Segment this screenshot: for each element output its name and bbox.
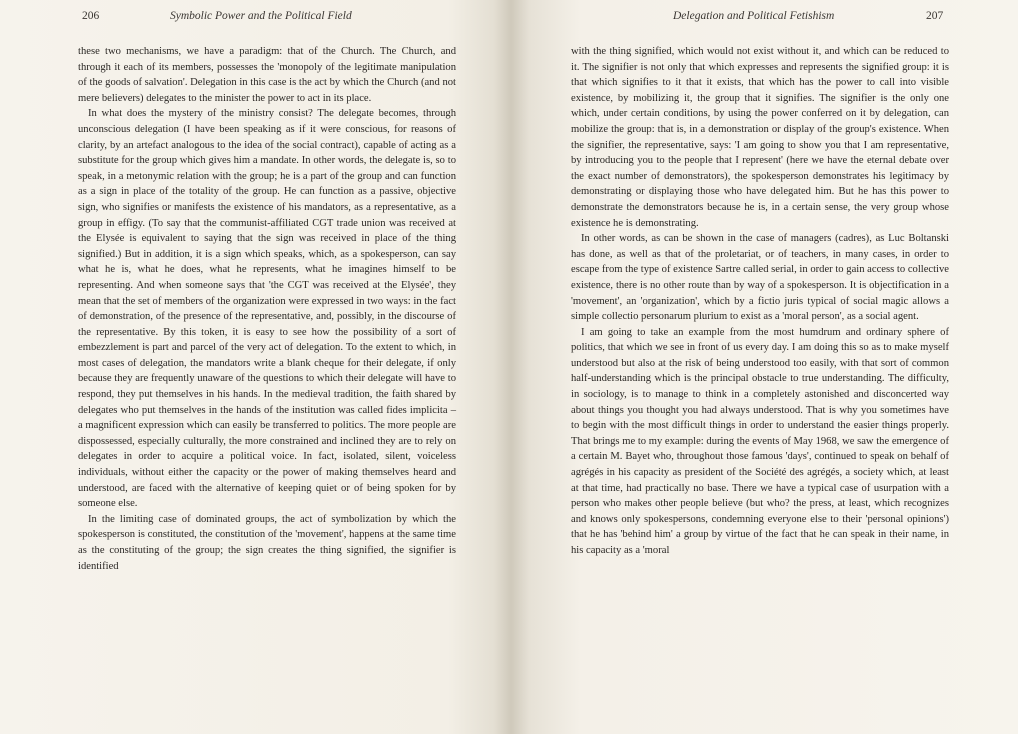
left-paragraph-3: In the limiting case of dominated groups, the act of symbolization by which the spokesperson is constituted, the constitution of the 'movement', happens at the same time as the constituting of the group; the sign creates the thing signified, the signifier is identified (78, 513, 456, 572)
right-page-number: 207 (926, 10, 944, 22)
left-page-number: 206 (82, 10, 100, 22)
right-page-body (571, 44, 949, 559)
left-running-title: Symbolic Power and the Political Field (170, 10, 352, 22)
right-running-title: Delegation and Political Fetishism (673, 10, 835, 22)
left-paragraph-1: these two mechanisms, we have a paradigm: that of the Church. The Church, and through it each of its members, possesses the 'monopoly of the legitimate manipulation of the goods of salvation'. Delegation in this case is the act by which the Church (and not mere believers) delegates to the minister the power to act in its place. (78, 46, 456, 104)
page-edge-mark (0, 22, 50, 25)
left-paragraph-2: In what does the mystery of the ministry consist? The delegate becomes, through unconscious delegation (I have been speaking as if it were conscious, for reasons of clarity, by an artefact analogous to the idea of the social contract), capable of acting as a substitute for the group which gives him a mandate. In other words, the delegate is, so to speak, in a metonymic relation with the group; he is a part of the group and can function as a sign in place of the totality of the group. He can function as a passive, objective sign, who signifies or manifests the existence of his mandators, as a representative, as a group in effigy. (To say that the communist-affiliated CGT trade union was received at the Elysée is equivalent to saying that the sign was received in place of the thing signified.) But in addition, it is a sign which speaks, which, as a spokesperson, can say what he is, what he does, what he represents, what he imagines himself to be representing. And when someone says that 'the CGT was received at the Elysée', they mean that the set of members of the organization were expressed in two ways: in the fact of demonstration, of the presence of the representative, and, possibly, in the discourse of the representative. By this token, it is easy to see how the possibility of a sort of embezzlement is part and parcel of the very act of delegation. To the extent to which, in most cases of delegation, the mandators write a blank cheque for their delegate, if only because they are frequently unaware of the questions to which their delegate will have to respond, they put themselves in his hands. In the medieval tradition, the faith shared by delegates who put themselves in the hands of the institution was called fides implicita – a magnificent expression which can easily be transferred to politics. The more people are dispossessed, especially culturally, the more constrained and inclined they are to rely on delegates in order to acquire a political voice. In fact, isolated, silent, voiceless individuals, without either the capacity or the power of making themselves heard and understood, are faced with the alternative of keeping quiet or of being spoken for by someone else. (78, 108, 456, 510)
right-page (509, 0, 1018, 734)
right-paragraph-2: In other words, as can be shown in the case of managers (cadres), as Luc Boltanski has done, as well as that of the proletariat, or of teachers, in many cases, in order to escape from the type of existence Sartre called serial, in order to gain access to collective existence, there is no other route than by way of a spokesperson. It is objectification in a 'movement', an 'organization', which by a fictio juris typical of social magic allows a simple collectio personarum plurium to exist as a 'moral person', as a social agent. (571, 233, 949, 323)
right-paragraph-3: I am going to take an example from the most humdrum and ordinary sphere of politics, that which we see in front of us every day. I am doing this so as to make myself understood but also at the risk of being understood too easily, with that sort of common half-understanding which is the principal obstacle to true understanding. The difficulty, in sociology, is to manage to think in a completely astonished and disconcerted way about things you thought you had always understood. That is why you sometimes have to begin with the most difficult things in order to understand the easier things properly. That brings me to my example: during the events of May 1968, we saw the emergence of a certain M. Bayet who, throughout those famous 'days', continued to speak on behalf of agrégés in his capacity as president of the Société des agrégés, a society which, at least at that time, had practically no base. There we have a typical case of usurpation with a person who makes other people believe (but who? the press, at least, which recognizes and knows only spokespersons, condemning everyone else to their 'personal opinions') that he has 'behind him' a group by virtue of the fact that he can speak in their name, in his capacity as a 'moral (571, 326, 949, 556)
left-page-body (78, 44, 456, 574)
right-paragraph-1: with the thing signified, which would not exist without it, and which can be reduced to it. The signifier is not only that which expresses and represents the signified group: it is that which signifies to it that it exists, that which has the power to call into visible existence, by mobilizing it, the group that it signifies. The signifier is the only one which, under certain conditions, by using the power conferred on it by delegation, can mobilize the group: that is, in a demonstration or display of the group's existence. When the signifier, the representative, says: 'I am going to show you that I am representative, by introducing you to the people that I represent' (here we have the eternal debate over the exact number of demonstrators), the spokesperson demonstrates his legitimacy by demonstrating or displaying those who have delegated him. But he has this power to demonstrate the demonstrators because he is, in a certain sense, the very group whose existence he is demonstrating. (571, 46, 949, 229)
